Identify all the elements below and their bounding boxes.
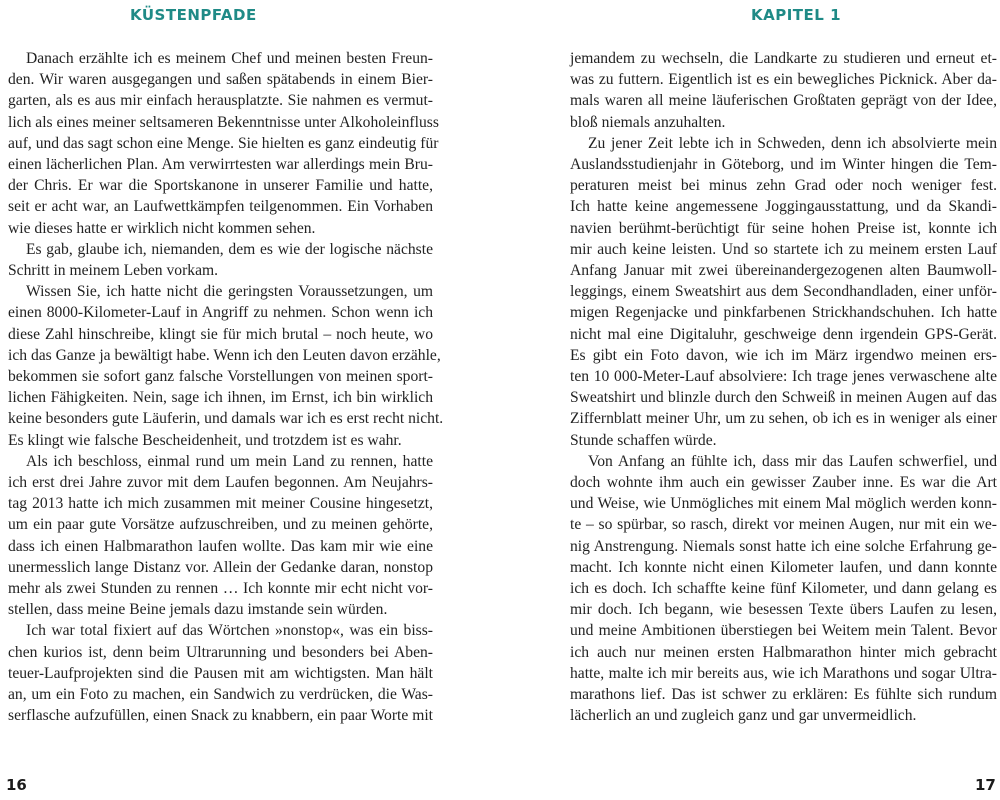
text-line: dass ich einen Halbmarathon laufen wollte. Das kam mir wie eine bbox=[8, 537, 433, 555]
text-line: doch wohnte ihm auch ein gewisser Zauber inne. Es war die Art bbox=[570, 474, 997, 492]
running-head-left: KÜSTENPFADE bbox=[130, 6, 257, 24]
text-line: der Chris. Er war die Sportskanone in unserer Familie und hatte, bbox=[8, 177, 433, 195]
text-line: peraturen meist bei minus zehn Grad oder noch weniger fest. bbox=[570, 177, 997, 195]
running-head-right: KAPITEL 1 bbox=[751, 6, 842, 24]
text-line: nicht mal eine Digitaluhr, geschweige denn irgendein GPS-Gerät. bbox=[570, 325, 997, 343]
text-line: Sweatshirt und blinzle durch den Schweiß in meinen Augen auf das bbox=[570, 389, 997, 407]
right-page bbox=[500, 0, 1000, 800]
text-line: Schritt in meinem Leben vorkam. bbox=[8, 262, 219, 280]
text-line: leggings, einem Sweatshirt aus dem Secondhandladen, einer unför- bbox=[570, 283, 997, 301]
text-line: den. Wir waren ausgegangen und saßen spätabends in einem Bier- bbox=[8, 71, 433, 89]
text-line: Zu jener Zeit lebte ich in Schweden, denn ich absolvierte mein bbox=[588, 134, 997, 152]
text-line: ich auch nur meinen ersten Halbmarathon hinter mich gebracht bbox=[570, 643, 997, 661]
text-line: einen lächerlichen Plan. Am verwirrtesten war allerdings mein Bru- bbox=[8, 156, 433, 174]
text-line: Als ich beschloss, einmal rund um mein Land zu rennen, hatte bbox=[26, 452, 433, 470]
text-line: serflasche aufzufüllen, einen Snack zu knabbern, ein paar Worte mit bbox=[8, 707, 433, 725]
text-line: Wissen Sie, ich hatte nicht die geringsten Voraussetzungen, um bbox=[26, 283, 433, 301]
text-line: an, um ein Foto zu machen, ein Sandwich zu verdrücken, die Was- bbox=[8, 686, 433, 704]
text-line: migen Regenjacke und pinkfarbenen Strickhandschuhen. Ich hatte bbox=[570, 304, 997, 322]
text-line: teuer-Laufprojekten sind die Pausen mit am wichtigsten. Man hält bbox=[8, 664, 433, 682]
text-line: mals waren all meine läuferischen Großtaten geprägt von der Idee, bbox=[570, 92, 997, 110]
text-line: Danach erzählte ich es meinem Chef und meinen besten Freun- bbox=[26, 50, 433, 67]
body-text-right bbox=[570, 48, 997, 727]
text-line: unermesslich lange Distanz vor. Allein der Gedanke daran, nonstop bbox=[8, 558, 433, 576]
text-line: bloß niemals anzuhalten. bbox=[570, 113, 726, 131]
text-line: ich das Ganze ja bewältigt habe. Wenn ich den Leuten davon erzähle, bbox=[8, 346, 441, 364]
text-line: diese Zahl hinschreibe, klingt sie für mich brutal – noch heute, wo bbox=[8, 325, 433, 343]
text-line: ich es doch. Ich schaffte keine fünf Kilometer, und dann gelang es bbox=[570, 580, 997, 598]
text-line: was zu futtern. Eigentlich ist es ein bewegliches Picknick. Aber da- bbox=[570, 71, 997, 89]
text-line: und meine Ambitionen überstiegen bei Weitem mein Talent. Bevor bbox=[570, 622, 997, 640]
text-line: einen 8000-Kilometer-Lauf in Angriff zu nehmen. Schon wenn ich bbox=[8, 304, 433, 322]
text-line: Es gab, glaube ich, niemanden, dem es wie der logische nächste bbox=[26, 240, 433, 258]
text-line: stellen, dass meine Beine jemals dazu imstande sein würden. bbox=[8, 601, 388, 619]
text-line: lichen Fähigkeiten. Nein, sage ich ihnen, im Ernst, ich bin wirklich bbox=[8, 389, 433, 407]
text-line: Von Anfang an fühlte ich, dass mir das Laufen schwerfiel, und bbox=[588, 452, 997, 470]
text-line: seit er acht war, an Laufwettkämpfen teilgenommen. Ein Vorhaben bbox=[8, 198, 433, 216]
text-line: auf, und das sagt schon eine Menge. Sie hielten es ganz eindeutig für bbox=[8, 134, 439, 152]
text-line: Es klingt wie falsche Bescheidenheit, und trotzdem ist es wahr. bbox=[8, 431, 402, 449]
text-line: Ziffernblatt meiner Uhr, um zu sehen, ob ich es in weniger als einer bbox=[570, 410, 997, 428]
text-line: macht. Ich konnte nicht einen Kilometer laufen, und dann konnte bbox=[570, 558, 997, 576]
text-line: marathons lief. Das ist schwer zu erklären: Es fühlte sich rundum bbox=[570, 686, 997, 704]
text-line: um ein paar gute Vorsätze aufzuschreiben, und zu meinen gehörte, bbox=[8, 516, 433, 534]
text-line: ich erst drei Jahre zuvor mit dem Laufen begonnen. Am Neujahrs- bbox=[8, 474, 433, 492]
text-line: lich als eines meiner seltsameren Bekenntnisse unter Alkoholeinfluss bbox=[8, 113, 439, 131]
text-line: garten, als es aus mir einfach herausplatzte. Sie nahmen es vermut- bbox=[8, 92, 433, 110]
text-line: mir auch keine leisten. Und so startete ich zu meinem ersten Lauf bbox=[570, 240, 997, 258]
page-number-right: 17 bbox=[975, 776, 996, 794]
text-line: Stunde schaffen würde. bbox=[570, 431, 717, 449]
text-line: und Weise, wie Unmögliches mit einem Mal möglich werden konn- bbox=[570, 495, 997, 513]
text-line: wie dieses hatte er wirklich nicht kommen sehen. bbox=[8, 219, 316, 237]
text-line: Ich hatte keine angemessene Joggingausstattung, und da Skandi- bbox=[570, 198, 997, 216]
body-text-left bbox=[8, 48, 444, 727]
text-line: lächerlich an und zugleich ganz und gar unvermeidlich. bbox=[570, 707, 917, 725]
text-line: keine besonders gute Läuferin, und damals war ich es erst recht nicht. bbox=[8, 410, 444, 428]
text-line: nig Anstrengung. Niemals sonst hatte ich eine solche Erfahrung ge- bbox=[570, 537, 997, 555]
text-line: tag 2013 hatte ich mich zusammen mit meiner Cousine hingesetzt, bbox=[8, 495, 433, 513]
text-line: jemandem zu wechseln, die Landkarte zu studieren und erneut et- bbox=[570, 50, 997, 67]
text-line: mehr als zwei Stunden zu rennen … Ich konnte mir echt nicht vor- bbox=[8, 580, 433, 598]
text-line: hatte, malte ich mir bereits aus, wie ich Marathons und sogar Ultra- bbox=[570, 664, 997, 682]
text-line: ten 10 000-Meter-Lauf absolviere: Ich trage jenes verwaschene alte bbox=[570, 368, 997, 386]
text-line: Auslandsstudienjahr in Göteborg, und im Winter hingen die Tem- bbox=[570, 156, 997, 174]
text-line: navien berühmt-berüchtigt für seine hohen Preise ist, konnte ich bbox=[570, 219, 997, 237]
text-line: te – so spürbar, so rasch, direkt vor meinen Augen, nur mit ein we- bbox=[570, 516, 997, 534]
text-line: Es gibt ein Foto davon, wie ich im März irgendwo meinen ers- bbox=[570, 346, 997, 364]
text-line: chen kurios ist, denn beim Ultrarunning und besonders bei Aben- bbox=[8, 643, 433, 661]
text-line: mir doch. Ich begann, wie besessen Texte übers Laufen zu lesen, bbox=[570, 601, 997, 619]
text-line: Ich war total fixiert auf das Wörtchen »nonstop«, was ein biss- bbox=[26, 622, 433, 640]
page-number-left: 16 bbox=[6, 776, 27, 794]
text-line: bekommen sie sofort ganz falsche Vorstellungen von meinen sport- bbox=[8, 368, 433, 386]
text-line: Anfang Januar mit zwei übereinandergezogenen alten Baumwoll- bbox=[570, 262, 997, 280]
